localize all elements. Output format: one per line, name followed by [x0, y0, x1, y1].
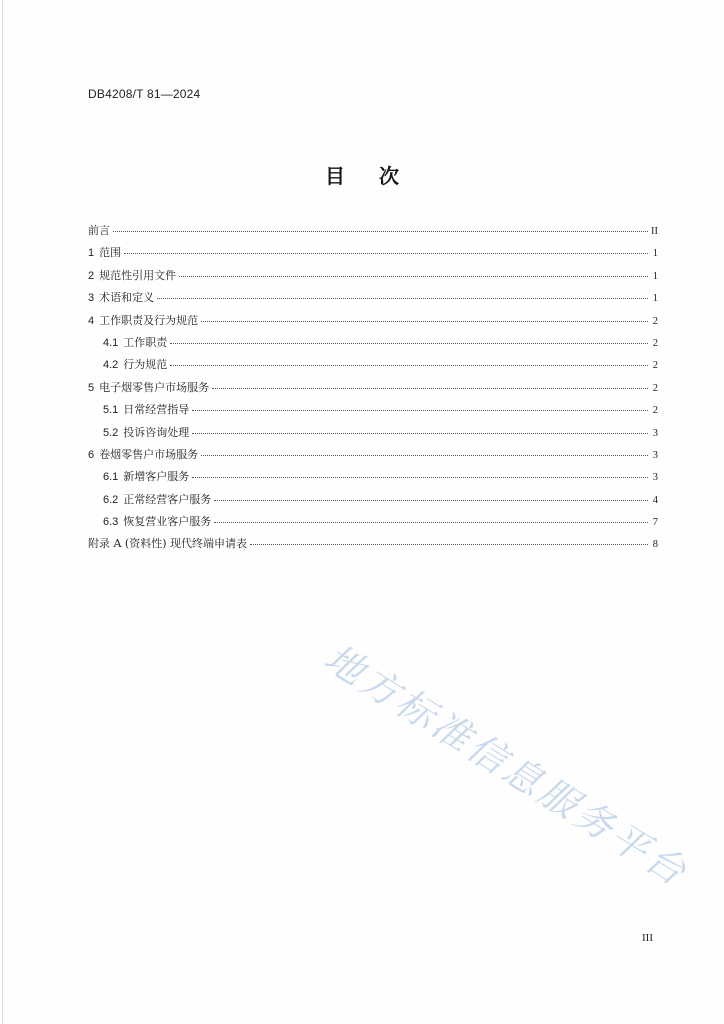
toc-entry-title: 范围 [99, 246, 122, 260]
toc-entry-title: 工作职责及行为规范 [99, 313, 199, 327]
toc-entry-title: 恢复营业客户服务 [123, 515, 212, 529]
toc-entry-number: 5.2 [103, 426, 119, 439]
toc-entry-title: 投诉咨询处理 [123, 425, 190, 439]
toc-entry [88, 466, 658, 488]
toc-entry-title: 电子烟零售户市场服务 [99, 380, 210, 394]
toc-dot-leader [192, 410, 648, 411]
toc-entry-number: 4.2 [103, 359, 119, 372]
toc-entry [88, 332, 658, 354]
toc-dot-leader [157, 298, 648, 299]
page-number: III [642, 932, 653, 944]
toc-dot-leader [201, 455, 648, 456]
toc-dot-leader [212, 388, 648, 389]
toc-dot-leader [113, 231, 648, 232]
document-code: DB4208/T 81—2024 [88, 87, 201, 101]
toc-entry [88, 265, 658, 287]
toc-entry-number: 6.3 [103, 516, 119, 529]
toc-entry-title: 日常经营指导 [123, 403, 190, 417]
toc-dot-leader [214, 522, 648, 523]
watermark: 地方标准信息服务平台 [316, 635, 697, 896]
toc-entry-page: 2 [652, 360, 658, 372]
toc-entry-number: 5.1 [103, 404, 119, 417]
toc-entry-page: 7 [652, 517, 658, 529]
toc-entry-title: 术语和定义 [99, 291, 155, 305]
toc-entry-page: II [651, 226, 658, 237]
toc-entry-number: 6 [88, 448, 95, 461]
toc-entry [88, 242, 658, 264]
toc-entry [88, 422, 658, 444]
toc-entry-number: 2 [88, 269, 95, 282]
toc-entry-number: 4.1 [103, 336, 119, 349]
toc-entry-number: 1 [88, 247, 95, 260]
scan-edge [2, 0, 3, 1024]
toc-dot-leader [124, 253, 648, 254]
toc-dot-leader [192, 433, 648, 434]
toc-dot-leader [179, 276, 648, 277]
toc-entry-number: 3 [88, 292, 95, 305]
toc-entry [88, 533, 658, 555]
toc-entry-page: 1 [652, 293, 658, 305]
toc-entry [88, 377, 658, 399]
toc-entry-page: 2 [652, 337, 658, 349]
toc-dot-leader [170, 365, 648, 366]
toc-dot-leader [170, 343, 648, 344]
toc-entry-page: 1 [652, 248, 658, 260]
toc-entry-number: 6.1 [103, 471, 119, 484]
toc-entry-title: 新增客户服务 [123, 470, 190, 484]
toc-dot-leader [250, 544, 648, 545]
toc-entry [88, 399, 658, 421]
toc-entry-page: 8 [652, 539, 658, 551]
toc-entry [88, 220, 658, 242]
toc-entry-page: 2 [652, 315, 658, 327]
toc-entry [88, 444, 658, 466]
toc-entry-title: 规范性引用文件 [99, 268, 177, 282]
toc-entry-page: 3 [652, 427, 658, 439]
toc-entry-title: 正常经营客户服务 [123, 492, 212, 506]
page-title: 目次 [325, 164, 433, 188]
toc-entry-number: 5 [88, 381, 95, 394]
toc-entry-page: 3 [652, 449, 658, 461]
toc-entry-page: 4 [652, 494, 658, 506]
toc-entry-page: 2 [652, 405, 658, 417]
toc-entry-title: 附录 A (资料性) 现代终端申请表 [88, 537, 248, 551]
toc-entry [88, 511, 658, 533]
toc-entry-page: 3 [652, 472, 658, 484]
toc-dot-leader [201, 321, 648, 322]
toc-entry [88, 287, 658, 309]
toc-entry-title: 工作职责 [123, 335, 168, 349]
toc-dot-leader [214, 500, 648, 501]
toc-entry [88, 489, 658, 511]
toc-entry-title: 卷烟零售户市场服务 [99, 447, 199, 461]
toc-entry-page: 1 [652, 270, 658, 282]
toc-entry [88, 354, 658, 376]
toc-entry [88, 310, 658, 332]
toc-entry-title: 前言 [88, 224, 110, 237]
toc-entry-title: 行为规范 [123, 358, 168, 372]
table-of-contents [88, 220, 658, 556]
toc-dot-leader [192, 477, 648, 478]
toc-entry-number: 4 [88, 314, 95, 327]
toc-entry-page: 2 [652, 382, 658, 394]
toc-entry-number: 6.2 [103, 493, 119, 506]
